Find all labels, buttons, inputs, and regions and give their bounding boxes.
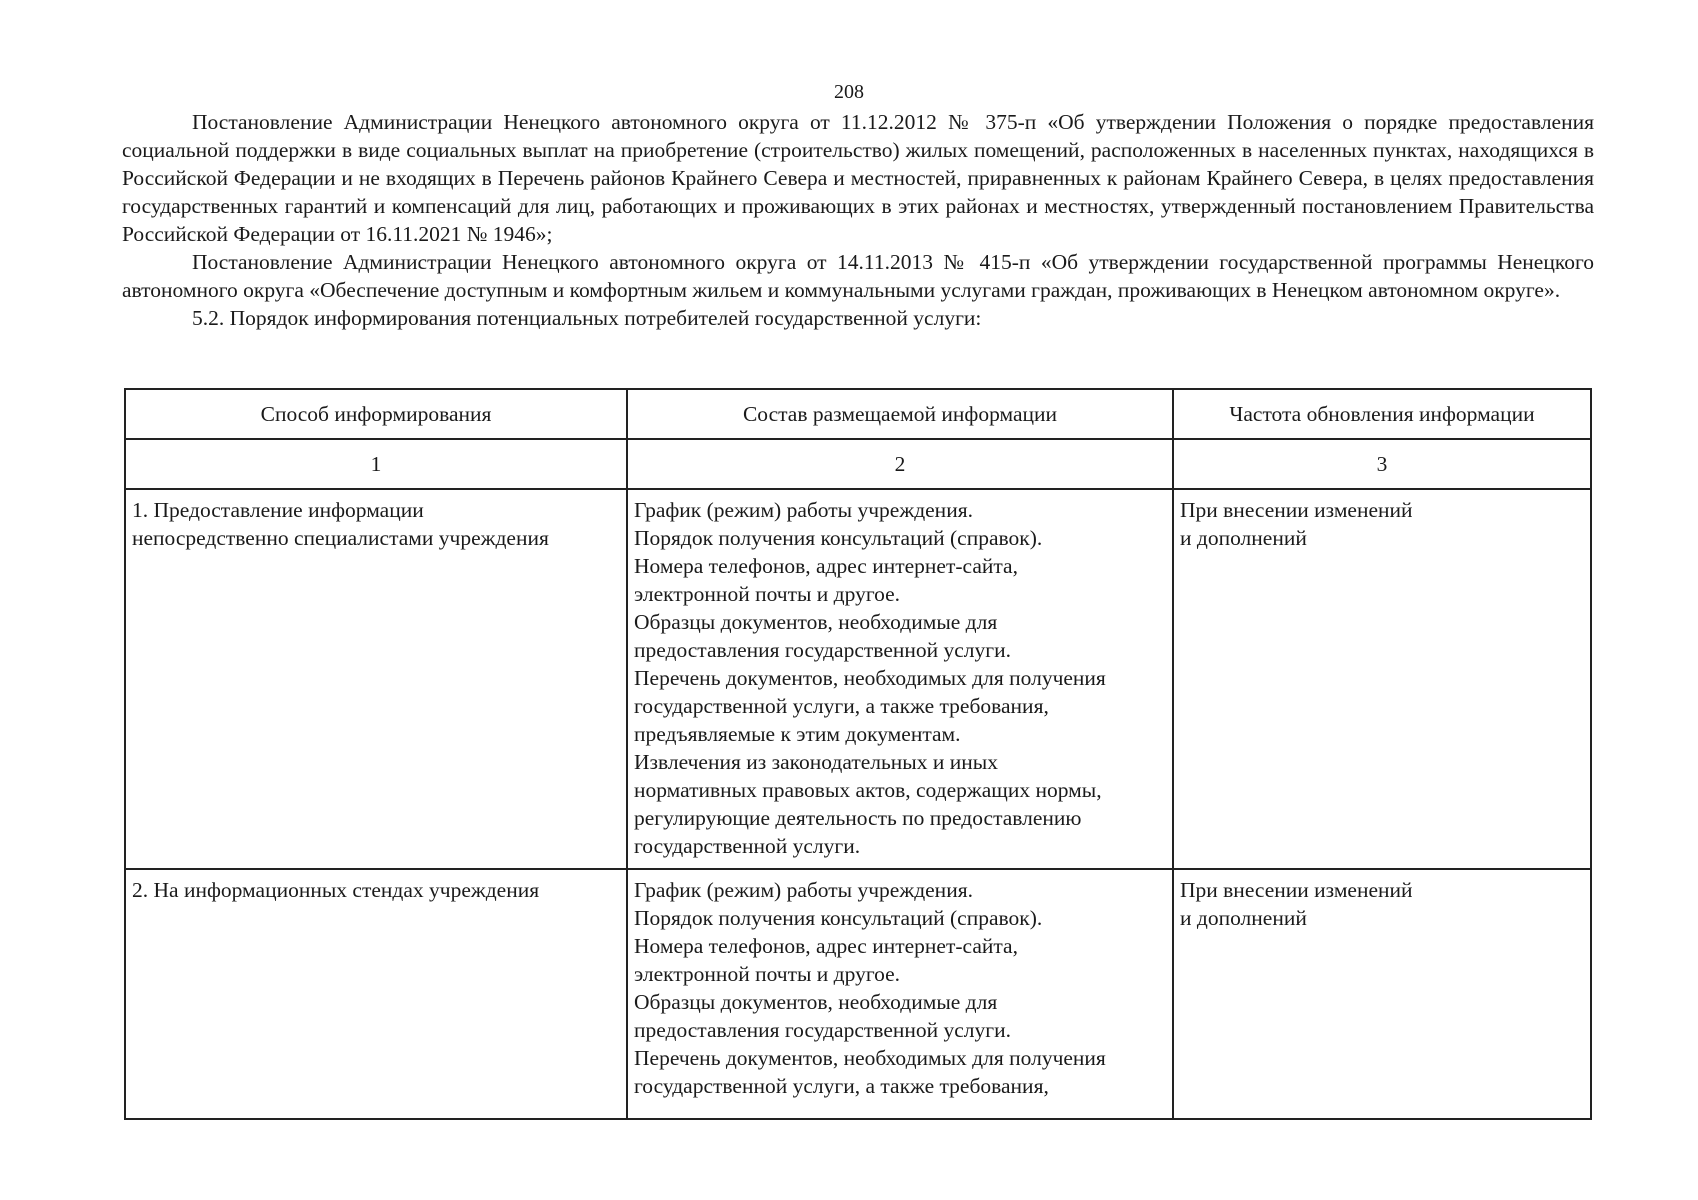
information-table: [124, 388, 1592, 1120]
cell-line: непосредственно специалистами учреждения: [132, 526, 549, 550]
cell-line: и дополнений: [1180, 906, 1307, 930]
cell-line: регулирующие деятельность по предоставлению: [634, 806, 1082, 830]
table-number-row: [125, 439, 1591, 489]
table-row: [125, 869, 1591, 1119]
cell-line: Порядок получения консультаций (справок).: [634, 906, 1043, 930]
cell-line: Образцы документов, необходимые для: [634, 610, 998, 634]
cell-line: График (режим) работы учреждения.: [634, 878, 973, 902]
page-number: 208: [834, 81, 864, 103]
table-row: [125, 489, 1591, 869]
table-header-row: [125, 389, 1591, 439]
cell-line: Образцы документов, необходимые для: [634, 990, 998, 1014]
content-cell: [627, 869, 1173, 1119]
cell-line: При внесении изменений: [1180, 878, 1413, 902]
cell-line: электронной почты и другое.: [634, 582, 901, 606]
column-number: 2: [627, 439, 1173, 489]
method-cell: [125, 489, 627, 869]
intro-paragraph-1: Постановление Администрации Ненецкого автономного округа от 11.12.2012 № 375-п «Об утверждении Положения о порядке предоставления социальной поддержки в виде социальных выплат на приобретение (строительство) жилых помещений, расположенных в населенных пунктах, находящихся в Российской Федерации и не входящих в Перечень районов Крайнего Севера и местностей, приравненных к районам Крайнего Севера, в целях предоставления государственных гарантий и компенсаций для лиц, работающих и проживающих в этих районах и местностях, утвержденный постановлением Правительства Российской Федерации от 16.11.2021 № 1946»;: [122, 110, 1594, 246]
cell-line: электронной почты и другое.: [634, 962, 901, 986]
content-cell: [627, 489, 1173, 869]
header-method: Способ информирования: [125, 389, 627, 439]
cell-line: Перечень документов, необходимых для получения: [634, 1046, 1106, 1070]
cell-line: Номера телефонов, адрес интернет-сайта,: [634, 554, 1018, 578]
cell-line: Извлечения из законодательных и иных: [634, 750, 998, 774]
cell-line: Номера телефонов, адрес интернет-сайта,: [634, 934, 1018, 958]
cell-line: государственной услуги.: [634, 834, 861, 858]
cell-line: государственной услуги, а также требования,: [634, 1074, 1049, 1098]
cell-line: предоставления государственной услуги.: [634, 638, 1011, 662]
cell-line: предъявляемые к этим документам.: [634, 722, 961, 746]
cell-line: нормативных правовых актов, содержащих нормы,: [634, 778, 1102, 802]
cell-line: Перечень документов, необходимых для получения: [634, 666, 1106, 690]
cell-line: 2. На информационных стендах учреждения: [132, 878, 540, 902]
frequency-cell: [1173, 869, 1591, 1119]
column-number: 3: [1173, 439, 1591, 489]
cell-line: предоставления государственной услуги.: [634, 1018, 1011, 1042]
header-content: Состав размещаемой информации: [627, 389, 1173, 439]
frequency-cell: [1173, 489, 1591, 869]
method-cell: [125, 869, 627, 1119]
cell-line: При внесении изменений: [1180, 498, 1413, 522]
cell-line: государственной услуги, а также требования,: [634, 694, 1049, 718]
intro-paragraph-2: Постановление Администрации Ненецкого автономного округа от 14.11.2013 № 415-п «Об утверждении государственной программы Ненецкого автономного округа «Обеспечение доступным и комфортным жильем и коммунальными услугами граждан, проживающих в Ненецком автономном округе».: [122, 250, 1594, 302]
cell-line: График (режим) работы учреждения.: [634, 498, 973, 522]
section-heading: 5.2. Порядок информирования потенциальных потребителей государственной услуги:: [192, 306, 982, 330]
column-number: 1: [125, 439, 627, 489]
intro-text: [122, 108, 1594, 332]
cell-line: 1. Предоставление информации: [132, 498, 424, 522]
header-frequency: Частота обновления информации: [1173, 389, 1591, 439]
cell-line: Порядок получения консультаций (справок).: [634, 526, 1043, 550]
cell-line: и дополнений: [1180, 526, 1307, 550]
